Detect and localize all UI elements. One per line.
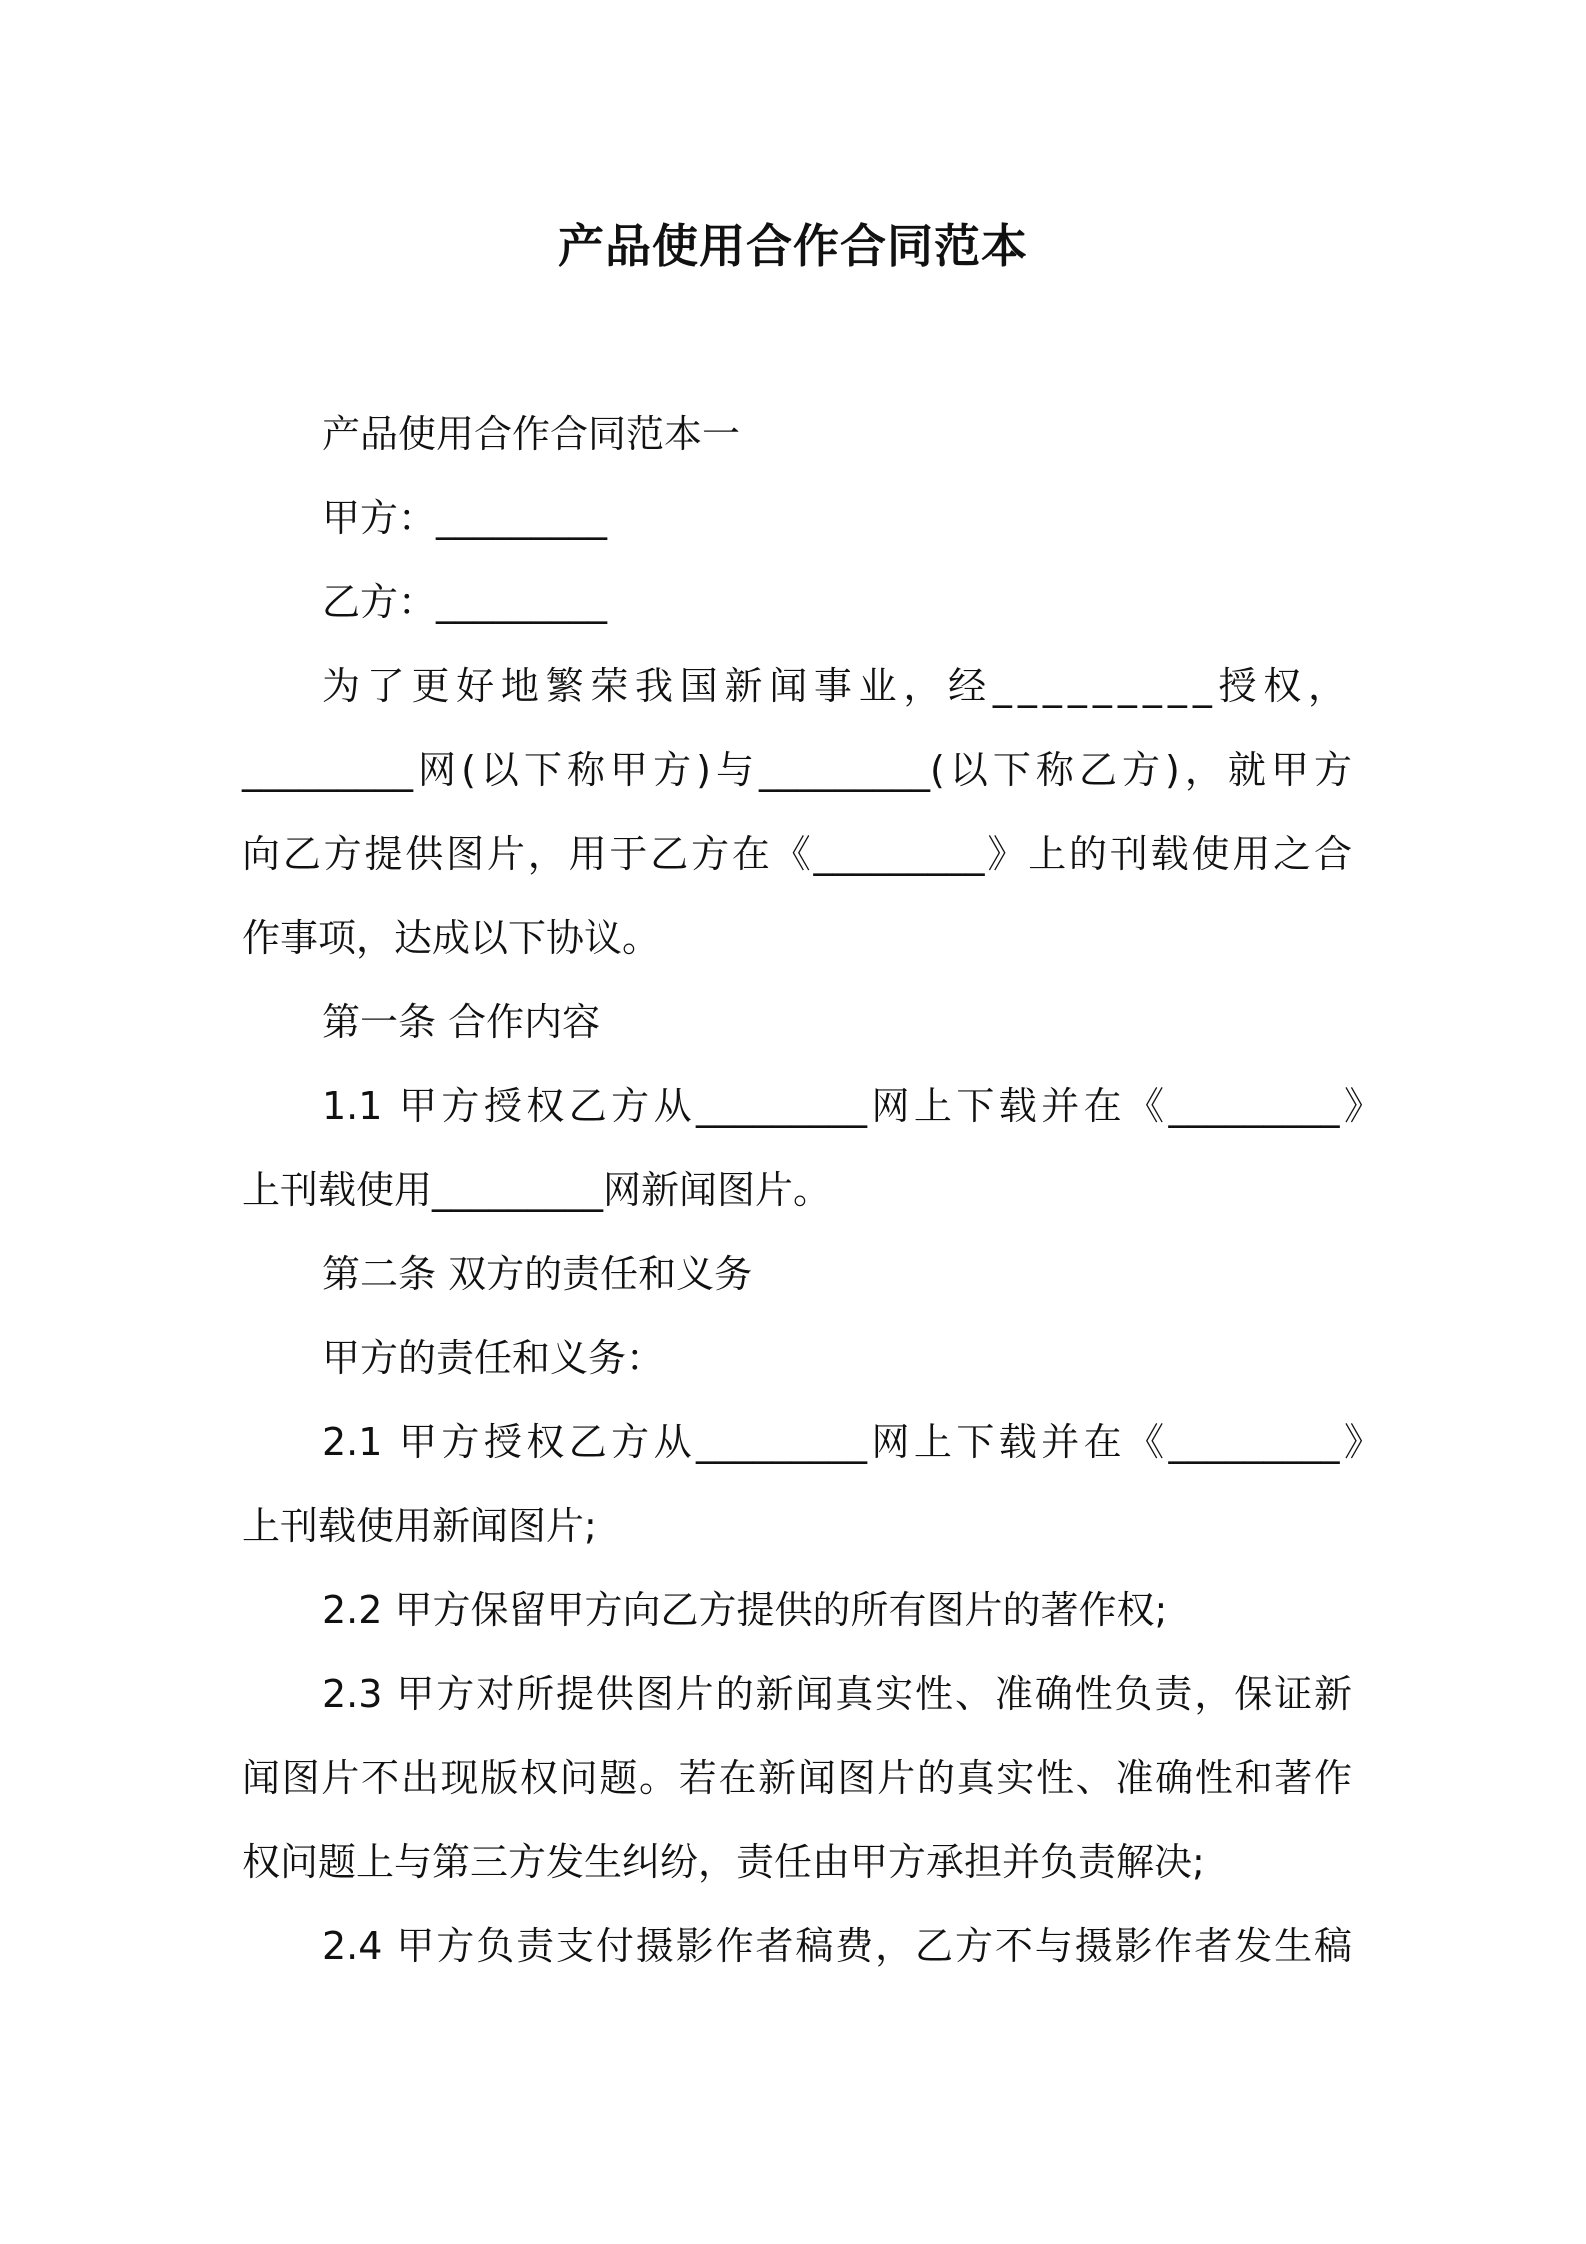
clause-line: 上刊载使用新闻图片; [242,1504,597,1548]
clause-line: 1.1 甲方授权乙方从_________网上下载并在《_________》 [322,1084,1382,1128]
clause-line: 2.2 甲方保留甲方向乙方提供的所有图片的著作权; [322,1588,1168,1632]
clause-line: 2.3 甲方对所提供图片的新闻真实性、准确性负责，保证新 [322,1672,1352,1716]
party-b-line: 乙方：_________ [322,580,608,624]
party-a-line: 甲方：_________ [322,496,608,540]
clause-line: 2.1 甲方授权乙方从_________网上下载并在《_________》 [322,1420,1382,1464]
clause-line: 上刊载使用_________网新闻图片。 [242,1168,832,1212]
article-heading: 第二条 双方的责任和义务 [322,1252,753,1296]
paragraph-line: _________网(以下称甲方)与_________(以下称乙方)，就甲方 [242,748,1352,792]
paragraph-line: 向乙方提供图片，用于乙方在《_________》上的刊载使用之合 [242,832,1352,876]
paragraph-line: 为了更好地繁荣我国新闻事业，经_________授权， [322,664,1352,708]
clause-line: 闻图片不出现版权问题。若在新闻图片的真实性、准确性和著作 [242,1756,1352,1800]
document-title: 产品使用合作合同范本 [558,219,1028,273]
section-heading: 甲方的责任和义务： [322,1336,665,1380]
article-heading: 第一条 合作内容 [322,1000,601,1044]
paragraph-line: 作事项，达成以下协议。 [242,916,661,960]
clause-line: 权问题上与第三方发生纠纷，责任由甲方承担并负责解决; [242,1840,1205,1884]
clause-line: 2.4 甲方负责支付摄影作者稿费，乙方不与摄影作者发生稿 [322,1924,1352,1968]
subtitle-line: 产品使用合作合同范本一 [322,412,741,456]
